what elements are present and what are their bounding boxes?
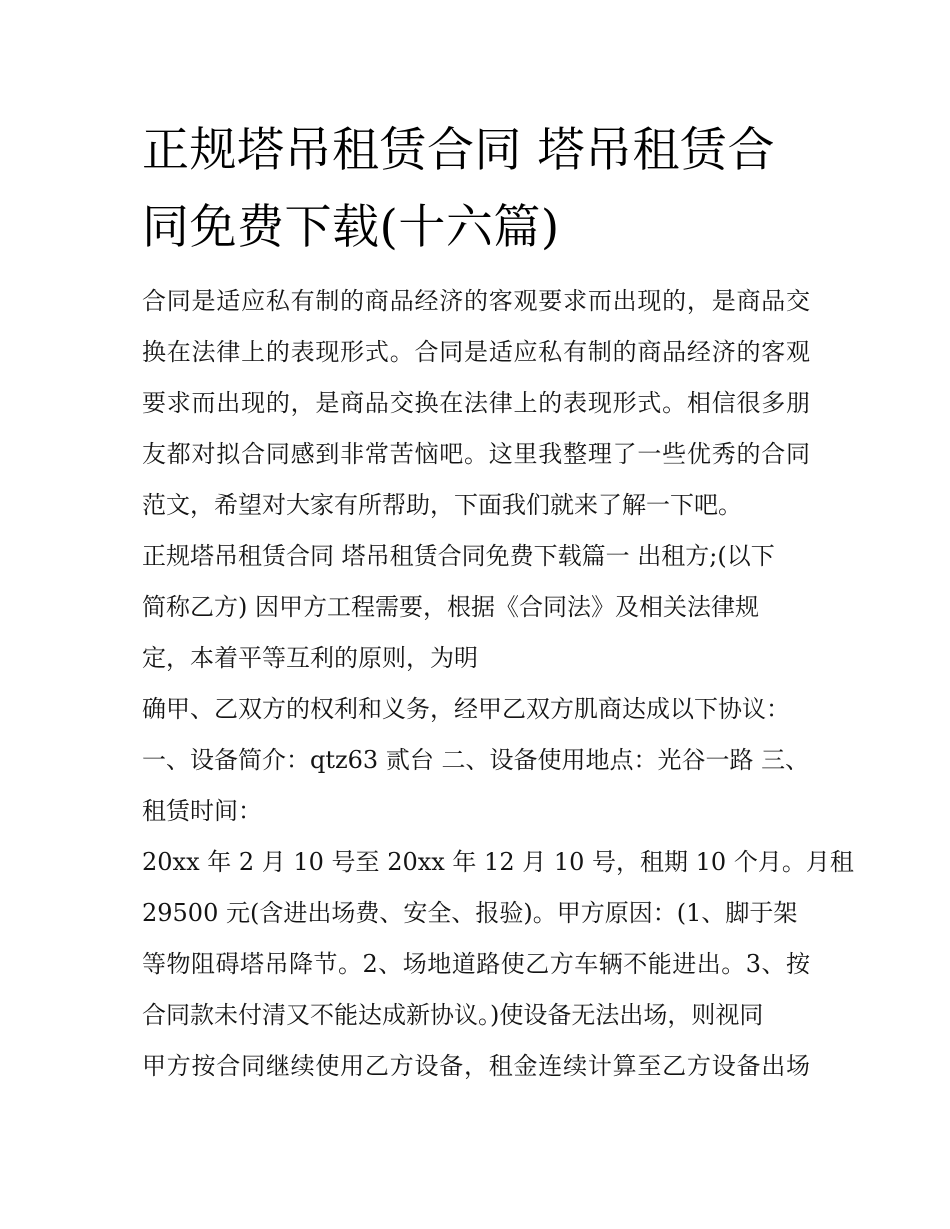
body-line-14: 等物阻碍塔吊降节。2、场地道路使乙方车辆不能进出。3、按 (142, 950, 810, 978)
body-line-9: 确甲、乙双方的权利和义务，经甲乙双方肌商达成以下协议： (142, 695, 790, 723)
body-line-3: 要求而出现的，是商品交换在法律上的表现形式。相信很多朋 (142, 389, 810, 417)
body-line-12: 20xx 年 2 月 10 号至 20xx 年 12 月 10 号，租期 10 个月。月租 (142, 848, 854, 876)
document-title (142, 112, 832, 266)
body-line-2: 换在法律上的表现形式。合同是适应私有制的商品经济的客观 (142, 338, 810, 366)
body-line-11: 租赁时间： (142, 797, 262, 825)
body-line-15: 合同款未付清又不能达成新协议。)使设备无法出场，则视同 (142, 1001, 764, 1029)
body-line-8: 定，本着平等互利的原则，为明 (142, 644, 478, 672)
title-line-2: 同免费下载(十六篇) (142, 200, 560, 255)
body-line-13: 29500 元(含进出场费、安全、报验)。甲方原因：(1、脚于架 (142, 899, 798, 927)
title-line-1: 正规塔吊租赁合同 塔吊租赁合 (142, 123, 775, 178)
body-line-16: 甲方按合同继续使用乙方设备，租金连续计算至乙方设备出场 (142, 1052, 810, 1080)
body-line-4: 友都对拟合同感到非常苦恼吧。这里我整理了一些优秀的合同 (142, 440, 810, 468)
body-line-6: 正规塔吊租赁合同 塔吊租赁合同免费下载篇一 出租方;(以下 (142, 542, 775, 570)
body-line-1: 合同是适应私有制的商品经济的客观要求而出现的，是商品交 (142, 287, 810, 315)
body-line-10: 一、设备简介：qtz63 贰台 二、设备使用地点：光谷一路 三、 (142, 746, 810, 774)
body-line-5: 范文，希望对大家有所帮助，下面我们就来了解一下吧。 (142, 491, 742, 519)
body-line-7: 简称乙方) 因甲方工程需要，根据《合同法》及相关法律规 (142, 593, 759, 621)
